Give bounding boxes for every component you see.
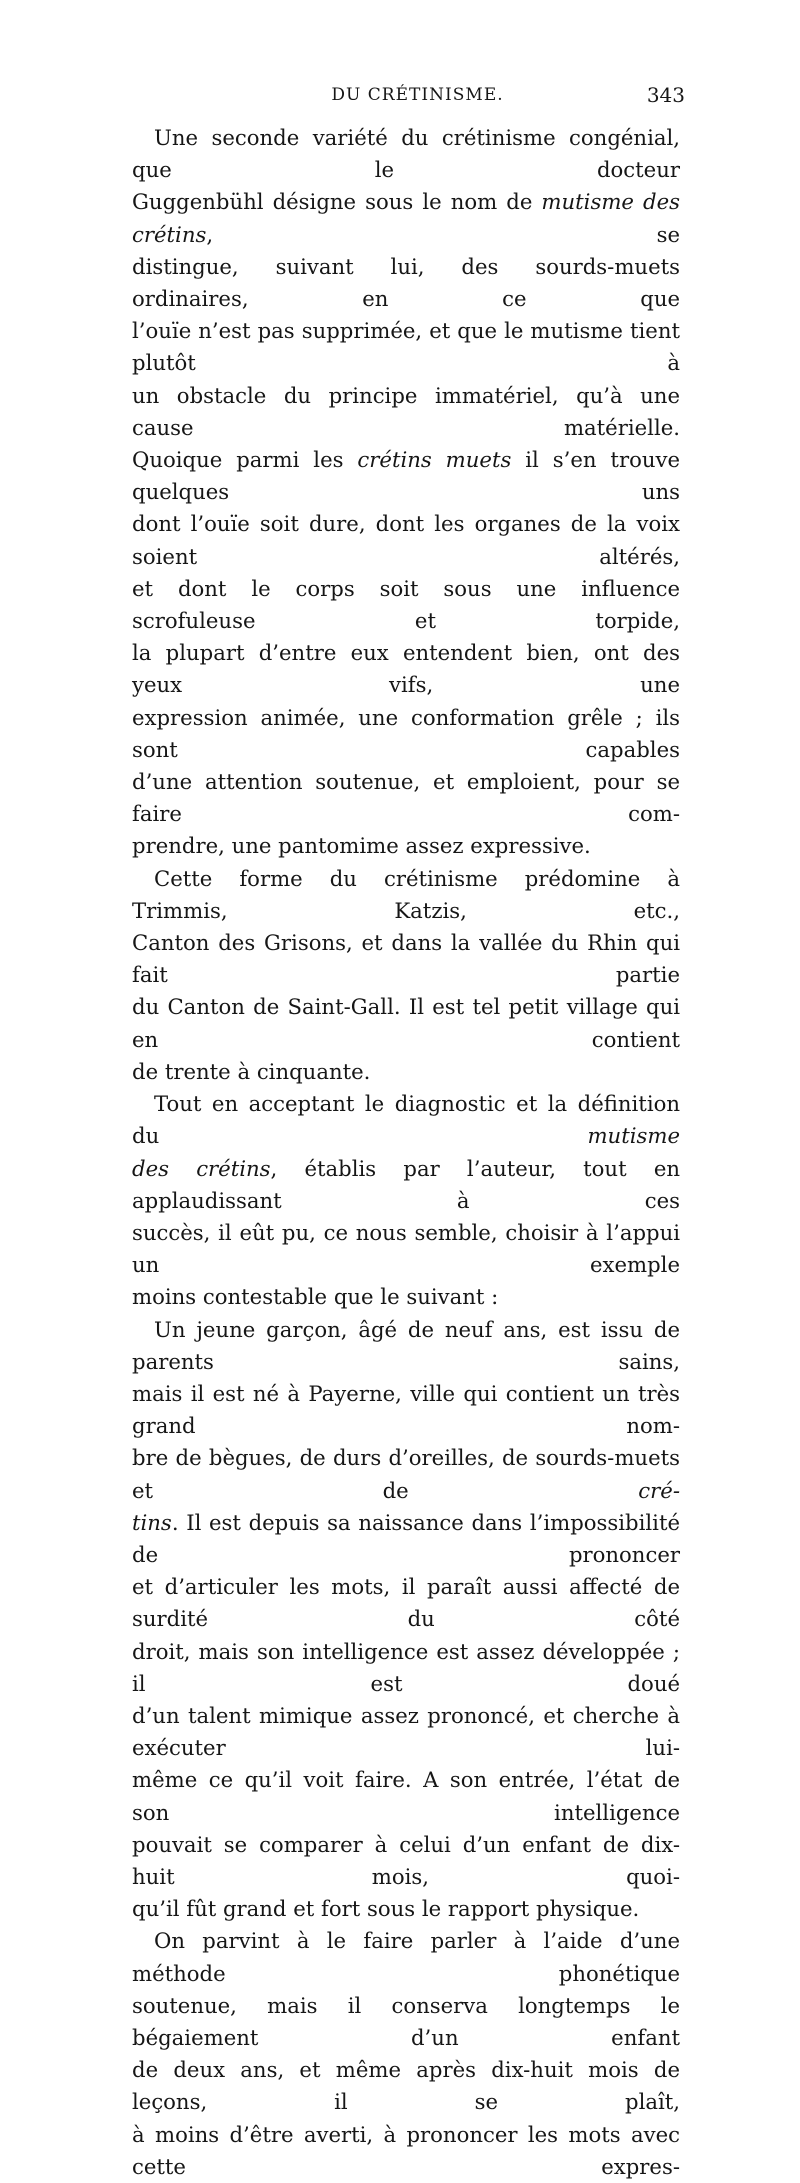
text-line (132, 1571, 680, 1635)
text-segment: un obstacle du principe immatériel, qu’à une cause matérielle. (132, 382, 680, 440)
text-line (132, 830, 680, 862)
text-segment: , se (206, 221, 680, 247)
text-line (132, 186, 680, 250)
text-line (132, 1442, 680, 1506)
text-segment: distingue, suivant lui, des sourds-muets ordinaires, en ce que (132, 253, 680, 312)
text-line (132, 444, 680, 508)
text-line (132, 1217, 680, 1281)
text-line (132, 1281, 680, 1313)
text-line (132, 1893, 680, 1925)
text-line (132, 991, 680, 1055)
text-segment: de trente à cinquante. (132, 1058, 371, 1084)
text-line (132, 1925, 680, 1989)
text-segment: du Canton de Saint-Gall. Il est tel petit village qui en contient (132, 994, 680, 1052)
text-segment: prendre, une pantomime assez expressive. (132, 833, 591, 859)
text-line (132, 1507, 680, 1571)
text-segment: soutenue, mais il conserva longtemps le bégaiement d’un enfant (132, 1992, 680, 2050)
text-segment: Cette forme du crétinisme prédomine à Trimmis, Katzis, etc., (132, 865, 680, 923)
text-segment: l’ouïe n’est pas supprimée, et que le mutisme tient plutôt à (132, 318, 680, 376)
text-line (132, 1314, 680, 1378)
text-segment: à moins d’être averti, à prononcer les mots avec cette expres- (132, 2121, 680, 2179)
text-line (132, 1636, 680, 1700)
text-line (132, 1990, 680, 2054)
text-line (132, 702, 680, 766)
text-line (132, 1056, 680, 1088)
italic-segment: des crétins (132, 1155, 271, 1181)
body-text (132, 122, 680, 2183)
page-number: 343 (646, 83, 685, 107)
text-line (132, 251, 680, 315)
text-line (132, 1378, 680, 1442)
text-line (132, 637, 680, 701)
text-segment: qu’il fût grand et fort sous le rapport physique. (132, 1896, 640, 1922)
text-segment: même ce qu’il voit faire. A son entrée, l’état de son intelligence (132, 1767, 680, 1825)
text-line (132, 508, 680, 572)
text-segment: Tout en acceptant le diagnostic et la définition du (132, 1091, 680, 1149)
italic-segment: crétins muets (357, 447, 512, 473)
text-line (132, 1829, 680, 1893)
text-segment: Guggenbühl désigne sous le nom de (132, 189, 542, 215)
italic-segment: mutisme (587, 1123, 680, 1149)
italic-segment: cré- (638, 1477, 680, 1503)
text-line (132, 1153, 680, 1217)
text-segment: droit, mais son intelligence est assez développée ; il est doué (132, 1638, 680, 1696)
text-line (132, 927, 680, 991)
text-line (132, 1088, 680, 1152)
text-segment: , établis par l’auteur, tout en applaudissant à ces (132, 1155, 680, 1213)
text-segment: mais il est né à Payerne, ville qui contient un très grand nom- (132, 1380, 680, 1439)
text-segment: Canton des Grisons, et dans la vallée du Rhin qui fait partie (132, 930, 680, 988)
text-segment: de deux ans, et même après dix-huit mois de leçons, il se plaît, (132, 2057, 680, 2115)
text-segment: d’un talent mimique assez prononcé, et cherche à exécuter lui- (132, 1702, 680, 1761)
text-line (132, 2119, 680, 2183)
text-segment: Un jeune garçon, âgé de neuf ans, est issu de parents sains, (132, 1316, 680, 1374)
text-line (132, 766, 680, 830)
text-segment: il s’en trouve quelques uns (132, 447, 680, 505)
text-line (132, 573, 680, 637)
text-segment: Une seconde variété du crétinisme congénial, que le docteur (132, 125, 680, 183)
text-segment: . Il est depuis sa naissance dans l’impossibilité de prononcer (132, 1509, 680, 1567)
text-segment: succès, il eût pu, ce nous semble, choisir à l’appui un exemple (132, 1219, 680, 1278)
text-segment: dont l’ouïe soit dure, dont les organes de la voix soient altérés, (132, 511, 680, 569)
italic-segment: mutisme des crétins (132, 189, 680, 247)
text-segment: et dont le corps soit sous une influence scrofuleuse et torpide, (132, 575, 680, 634)
text-line (132, 380, 680, 444)
text-segment: expression animée, une conformation grêle ; ils sont capables (132, 704, 680, 762)
text-segment: et d’articuler les mots, il paraît aussi affecté de surdité du côté (132, 1574, 680, 1632)
text-segment: la plupart d’entre eux entendent bien, ont des yeux vifs, une (132, 640, 680, 698)
text-line (132, 1700, 680, 1764)
text-line (132, 122, 680, 186)
text-line (132, 315, 680, 379)
text-segment: On parvint à le faire parler à l’aide d’une méthode phonétique (132, 1928, 680, 1986)
italic-segment: tins (132, 1509, 172, 1535)
text-line (132, 863, 680, 927)
text-segment: Quoique parmi les (132, 447, 358, 473)
text-segment: d’une attention soutenue, et emploient, pour se faire com- (132, 769, 680, 827)
text-line (132, 1764, 680, 1828)
text-segment: moins contestable que le suivant : (132, 1284, 499, 1310)
running-head: DU CRÉTINISME. (331, 85, 504, 105)
text-line (132, 2054, 680, 2118)
text-segment: bre de bègues, de durs d’oreilles, de sourds-muets et de (132, 1445, 680, 1503)
text-segment: pouvait se comparer à celui d’un enfant de dix-huit mois, quoi- (132, 1831, 680, 1889)
page-header (150, 85, 685, 115)
